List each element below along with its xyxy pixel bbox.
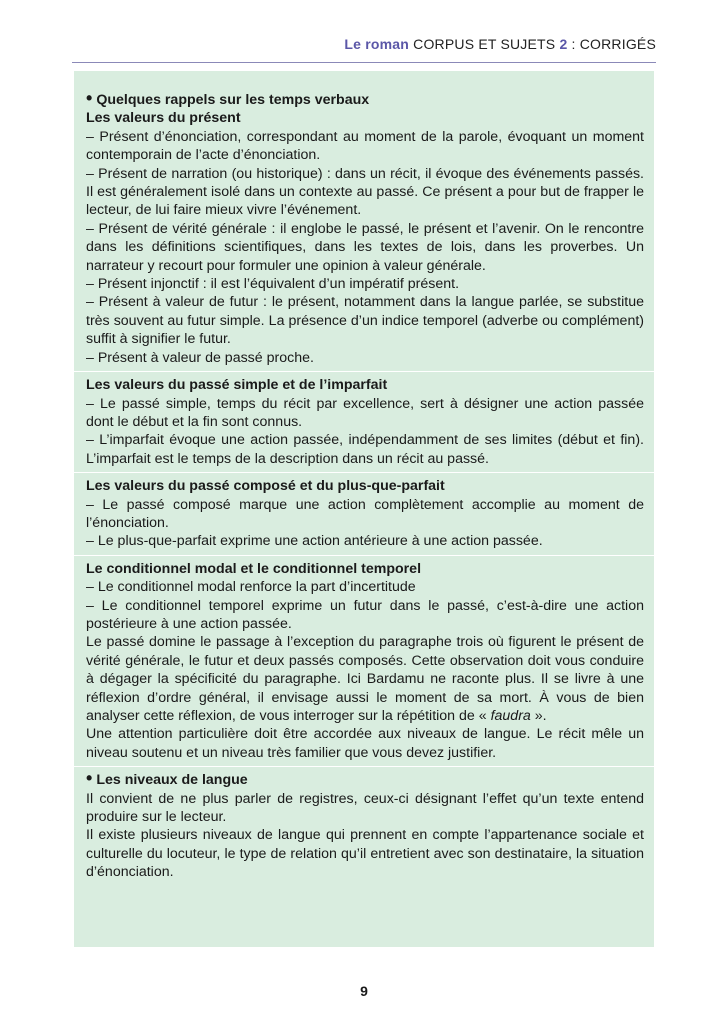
present-item: – Présent à valeur de passé proche. bbox=[86, 349, 314, 366]
page-number: 9 bbox=[360, 983, 368, 999]
divider bbox=[74, 766, 654, 767]
present-item: – Présent injonctif : il est l’équivalent d’un impératif présent. bbox=[86, 276, 460, 293]
present-item: – Présent d’énonciation, correspondant au moment de la parole, évoquant un moment contemporain de l’acte d’énonciation. bbox=[86, 128, 644, 164]
bullet-icon: • bbox=[86, 768, 93, 789]
subheading-passe-compose: Les valeurs du passé composé et du plus-que-parfait bbox=[86, 478, 445, 495]
bullet-icon: • bbox=[86, 88, 93, 108]
section-heading-niveaux: • Les niveaux de langue bbox=[86, 768, 248, 789]
header-title: CORPUS ET SUJETS bbox=[413, 36, 556, 52]
header-accent: Le roman bbox=[344, 36, 410, 52]
attention-paragraph: Une attention particulière doit être accordée aux niveaux de langue. Le récit mêle un niveau soutenu et un niveau très familier que vous devez justifier. bbox=[86, 726, 644, 761]
conditionnel-item: – Le conditionnel modal renforce la part d’incertitude bbox=[86, 579, 416, 596]
subheading-conditionnel: Le conditionnel modal et le conditionnel temporel bbox=[86, 560, 422, 577]
header-number: 2 bbox=[559, 36, 568, 52]
subheading-passe-simple: Les valeurs du passé simple et de l’imparfait bbox=[86, 377, 388, 394]
passe-simple-item: – L’imparfait évoque une action passée, indépendamment de ses limites (début et fin). L’imparfait est le temps de la description dans un récit au passé. bbox=[86, 432, 644, 467]
niveaux-paragraph: Il existe plusieurs niveaux de langue qui prennent en compte l’appartenance sociale et culturelle du locuteur, le type de relation qu’il entretient avec son destinataire, la situation d’énonciation. bbox=[86, 827, 644, 881]
subheading-present: Les valeurs du présent bbox=[86, 110, 241, 127]
passe-compose-item: – Le passé composé marque une action complètement accomplie au moment de l’énonciation. bbox=[86, 496, 644, 531]
niveaux-paragraph: Il convient de ne plus parler de registres, ceux-ci désignant l’effet qu’un texte entend produire sur le lecteur. bbox=[86, 790, 644, 826]
content-box bbox=[74, 71, 654, 947]
present-item: – Présent de vérité générale : il englobe le passé, le présent et l’avenir. On le rencontre dans les définitions scientifiques, dans les textes de lois, dans les proverbes. Un narrateur y recourt pour formuler une opinion à valeur générale. bbox=[86, 220, 644, 274]
conditionnel-item: – Le conditionnel temporel exprime un futur dans le passé, c’est-à-dire une action postérieure à une action passée. bbox=[86, 597, 644, 632]
section-heading-temps: • Quelques rappels sur les temps verbaux bbox=[86, 88, 370, 108]
present-item: – Présent de narration (ou historique) : dans un récit, il évoque des événements passés. Il est généralement isolé dans un contexte au passé. Ce présent a pour but de frapper le lecteur, de lui faire mieux vivre l’événement. bbox=[86, 165, 644, 219]
divider bbox=[74, 555, 654, 556]
analysis-paragraph: Le passé domine le passage à l’exception du paragraphe trois où figurent le présent de vérité générale, le futur et deux passés composés. Cette observation doit vous conduire à dégager la spécificité du paragraphe. Ici Bardamu ne raconte plus. Il se livre à une réflexion d’ordre général, il envisage aussi le moment de sa mort. À vous de bien analyser cette réflexion, de vous interroger sur la répétition de « faudra ». bbox=[86, 634, 644, 724]
running-header bbox=[344, 36, 656, 52]
divider bbox=[74, 371, 654, 372]
divider bbox=[74, 472, 654, 473]
header-rule bbox=[72, 62, 656, 63]
header-suffix: : CORRIGÉS bbox=[571, 36, 656, 52]
passe-compose-item: – Le plus-que-parfait exprime une action antérieure à une action passée. bbox=[86, 533, 543, 550]
present-item: – Présent à valeur de futur : le présent, notamment dans la langue parlée, se substitue très souvent au futur simple. La présence d’un indice temporel (adverbe ou complément) suffit à signifier le futur. bbox=[86, 294, 644, 348]
passe-simple-item: – Le passé simple, temps du récit par excellence, sert à désigner une action passée dont le début et la fin sont connus. bbox=[86, 395, 644, 430]
